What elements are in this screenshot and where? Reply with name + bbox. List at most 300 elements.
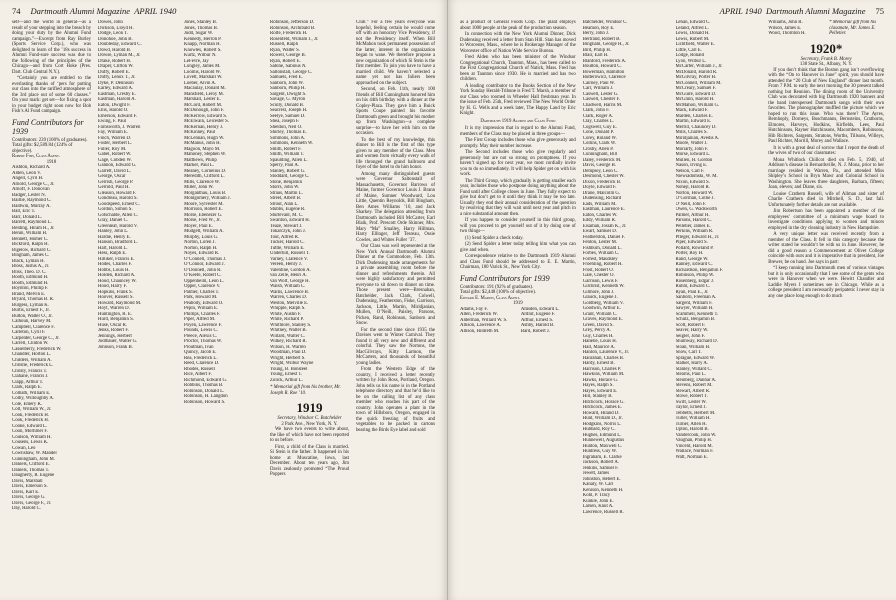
contributor-name: LeFevre, Jay — [184, 58, 209, 64]
contributor-name: Meredith, Clifford L. — [184, 174, 225, 179]
contributor-name: Robbins, Thomas B. — [184, 383, 224, 388]
contributor-name: Norton, Howard W. — [675, 190, 714, 196]
contributor-name: McConnell, William M. — [675, 80, 722, 86]
contributor-name: Loomis, Harold W. — [184, 69, 221, 75]
contributor-name: Caswell, Lester G. — [582, 91, 619, 97]
contributor-name: Carpenter, George C., Jr. — [12, 335, 60, 341]
contributor-name: Schulz, Benjamin B. — [675, 317, 716, 322]
contributor-name: Forrest, Maudsley — [582, 256, 618, 262]
contributor-name: Black, Lyman H. — [12, 258, 45, 264]
contributor-name: Mills, Charles S. — [675, 130, 708, 135]
left-page-number: 74 — [12, 6, 21, 16]
contributor-name: Smith, William T. — [270, 152, 305, 157]
contributor-name: Burgess, Lyman K. — [12, 302, 49, 308]
contributor-name: McManus, John H. — [184, 141, 221, 146]
contributor-name: Coulson, William H. — [12, 434, 52, 440]
secretary-line: Secretary, Frank B. Morey — [800, 56, 852, 62]
contributor-list — [460, 307, 515, 335]
contributor-name: Colby, Willoughby A. — [12, 396, 55, 401]
fund-agent: Robert Fish, Class Agent. — [12, 154, 61, 159]
contributor-name: Proutman, Ivan — [184, 344, 214, 350]
contributor-name: Farnsworth, J. Warren — [98, 124, 141, 130]
contributor-name: Piper, Alfred M. — [184, 317, 216, 322]
contributor-name: Williams, John R. — [768, 20, 803, 25]
contributor-name: Hodgkins, Norris L. — [582, 421, 622, 427]
contributor-name: Hanelle, Louis H. — [582, 339, 617, 344]
contributor-name: Moriarty, John F. — [675, 146, 709, 152]
contributor-name: Fuller, Roy M. — [98, 146, 127, 152]
contributor-name: Ewing, F. Paul — [98, 119, 127, 124]
contributor-name: Coon, Mortimer F. — [12, 429, 48, 434]
contributor-name: Ruhm, Edward C. — [675, 284, 711, 289]
contributor-name: Hanson, Bradford L. — [98, 240, 138, 245]
contributor-name: Brand, Melvin E. — [12, 291, 46, 297]
contributor-list — [583, 20, 669, 515]
contributor-name: Christy, Francis T. — [12, 368, 48, 374]
contributor-name: Cunningham, John M. — [12, 456, 55, 462]
contributor-name: Hayes, Edward E. — [582, 388, 618, 394]
contributor-name: Holden, Richard A. — [98, 273, 136, 278]
contributor-name: McGlinn, Harold H. — [675, 97, 715, 102]
contributor-name: Samuels, Fred E. — [270, 75, 303, 80]
article-text: Among many distinguished guests were Governor Saltonstall of Massachusetts, Governor Barrows of Maine, former Governor Louis J. Brann of Maine, Sumner Woodward, Lou Little, Quentin Reynolds, Bill Bingham, Ben Ames Williams ’10, and Jack Sharkey. The delegation attending from Dartmouth included Bill McCarter, Earl Blaik, Prof. Prescott Orde Skinner, Mrs. Mary “Ma” Smalley, Harry Hillman, Harry Ellinger, Jeff Tesreau, Ossie Cowles, and Whites Fuller ’37. — [356, 171, 435, 243]
contributor-name: Davis, George G. — [12, 495, 46, 500]
contributor-name: Alderman, Willard W. S. — [460, 317, 508, 323]
contributor-name: Tokarczyk, John J. — [270, 229, 306, 234]
contributor-name: Robinson, Archibald B. — [270, 25, 316, 31]
contributor-name: Stalker, Harry A. — [675, 361, 709, 366]
contributor-name: Cook, Frederick H. — [12, 412, 50, 418]
contributor-name: Badger, Lester N. — [12, 192, 46, 198]
left-page-header — [12, 6, 435, 16]
contributor-name: Day, Harold C. — [12, 506, 41, 511]
contributor-name: McDonald, Harold R. — [675, 69, 718, 75]
contributor-name: Pepin, William E. — [184, 306, 219, 311]
contributor-name: Booth, Edmund H. — [12, 275, 49, 280]
contributor-name: McKerrow, Edward S. — [184, 113, 228, 119]
contributor-name: Draper, Clifton W. — [98, 64, 134, 69]
contributor-name: White, Austin F. — [270, 311, 302, 317]
contributor-name: Young, B. Bonsteel — [270, 366, 308, 372]
contributor-name: Scammell, Kenneth T. — [675, 311, 719, 317]
contributor-name: Kennedy, Herron P. — [184, 36, 222, 42]
contributor-name: Larsen, Knut A. — [582, 504, 614, 509]
contributor-name: Judd, Sugar W. — [184, 31, 214, 36]
contributor-name: Teaze, Stewart J. — [270, 223, 303, 229]
contributor-name: Casselberry, Frederick W. — [12, 346, 62, 352]
fund-year: 1918 — [46, 159, 57, 165]
contributor-name: Baldwin, Murray A. — [12, 203, 51, 209]
contributor-name: Kohl, P. Tracy — [582, 493, 611, 498]
contributor-name: Nixon, Edward S. — [675, 179, 710, 185]
contributor-name: Wright, Herbert S. — [270, 355, 306, 361]
contributor-name: Weston, Melville E. — [270, 300, 309, 306]
contributor-name: Hilliker, Francis E. — [98, 256, 135, 262]
contributor-name: Grey, Percy A. — [582, 328, 611, 333]
contributor-name: Gale, Chester O. — [582, 273, 615, 278]
contributor-name: Bowerman, Hamilton — [582, 69, 625, 75]
contributor-name: Aishton, Richard A. — [12, 165, 51, 170]
contributor-name: Murphy, Louis G. — [184, 234, 219, 240]
contributor-name: Oppenheim, Leon L. — [184, 278, 224, 284]
contributor-name: Rowell, George B. — [270, 53, 306, 58]
contributor-name: Desmond, Chester W. — [582, 174, 625, 179]
contributor-name: Bertrand, Robert B. — [582, 36, 621, 42]
contributor-name: Smith, Robert F. — [270, 146, 302, 152]
contributor-name: Stoddard, George C. — [270, 174, 310, 179]
contributor-name: Swanton, Edward H. — [270, 218, 310, 223]
contributor-name: McDonough, John F. — [184, 108, 225, 113]
contributor-name: Poyen, Lawrence F. — [184, 322, 222, 328]
contributor-name: O’Gorman, Collie J. — [675, 196, 715, 201]
contributor-name: Longley, James M. — [184, 64, 221, 69]
contributor-name: O’Neill, John F. — [675, 201, 707, 207]
contributor-name: Richmond, Edward G. — [184, 377, 228, 383]
contributor-name: Sloan, William H. — [675, 344, 711, 350]
contributor-name: Eisaman, Josiah K., Jr. — [582, 223, 627, 229]
contributor-name: McKinney, Paul — [184, 130, 216, 135]
contributor-name: Cooke, Edward L. — [12, 423, 48, 429]
contributor-name: Cowlishaw, W. Mandel — [12, 451, 57, 456]
contributor-name: Morganthau, Louis B. — [184, 190, 227, 196]
contributor-name: Eastman, Harold A. — [98, 97, 136, 102]
contributor-name: Proctor, Thomas W. — [184, 339, 223, 344]
contributor-name: Macaulay, Donald M. — [184, 86, 226, 91]
contributor-name: Spaulding, Allen L. — [270, 157, 308, 163]
contributor-name: Stubbs, Eugene R. — [270, 207, 306, 212]
contributor-name: Rea, Frederick L. — [184, 355, 218, 361]
contributor-name: Dudensing, Richard — [582, 196, 622, 201]
contributor-name: Street, Albert B. — [270, 196, 302, 201]
contributor-name: Tuller, William H. — [675, 416, 711, 421]
contributor-name: Noyes, Edward R. — [184, 251, 220, 256]
contributor-name: Robinson, Donald L. — [184, 388, 225, 394]
article-text: self—and the world in general—as a result of your stepping into the breach by doing your duty by the Alumni Fund campaign.”—Excerpt from Ray Burley (Sports Service Corp.), who was delighted to learn of the ’18s success in Alumni Fund-sure success was due to the following of the principles of the Chicago—and from Cort Hoke (Pres. Dart. Club Central N.Y.). — [12, 20, 91, 75]
contributor-name: Whitney, Walter B. — [270, 328, 307, 333]
contributor-name: Nelson, Carl F. — [675, 168, 705, 174]
contributor-list — [184, 20, 263, 405]
contributor-name: Belding, Hiram H., Jr. — [12, 225, 55, 231]
contributor-name: Dodge, Leon T. — [98, 31, 128, 36]
fund-contributors: Contributors: 239 (100% of graduates). — [12, 137, 88, 143]
contributor-name: Pelletier, James E. — [675, 223, 711, 229]
contributor-name: Seigler, John F. — [675, 333, 706, 339]
contributor-name: Green, David S. — [582, 322, 614, 328]
contributor-name: Knapp, Norman H. — [184, 42, 221, 47]
contributor-name: Mack, Edward F. — [675, 108, 709, 113]
contributor-name: Hubbard, Roy C. — [582, 427, 616, 432]
contributor-name: Sawyer, William H. — [675, 306, 714, 311]
contributor-name: Grant, William C. — [582, 311, 618, 317]
contributor-name: Stanley, Willard C. — [675, 366, 712, 372]
contributor-name: Arnold, George C., Jr. — [12, 181, 55, 187]
article-text: The Third Group, which gradually is getting smaller each year, includes those who postpone doing anything about the Fund until after College closes in June. They fully expect to give but don’t get to it until they think it may be too late. Usually they end their annual consideration of the question by resolving that they will wait until next year and pitch in a nice substantial amount then. — [460, 178, 576, 217]
contributor-name: Dempsey, Leon C. — [582, 168, 619, 174]
left-issue: APRIL 1940 — [134, 6, 177, 16]
contributor-name: Duffy, Robert E. — [98, 69, 130, 75]
contributor-name: Shea, Joseph F. — [270, 119, 300, 124]
contributor-name: Sanborn, Freeman A. — [675, 295, 717, 300]
contributor-name: Daley, Frederick M. — [582, 157, 622, 163]
contributor-name: Carr, William J. — [582, 86, 614, 91]
article-text: (2) Send Spider a letter today telling him what you can give and when. — [460, 242, 576, 253]
article-text: For the second time since 1935 the Davises went to Winter Carnival. They found it all very new and different and colorful. They saw the Nortons, the MacGilvrays, Kitty Larmon, the McCarters, and thousands of beautiful young ladies. — [356, 327, 435, 366]
contributor-list — [98, 20, 177, 350]
contributor-name: Lovett, Marshall W. — [184, 75, 223, 80]
contributor-name: White, Richard P. — [270, 317, 304, 322]
contributor-name: Kanaly, W. Carl — [582, 482, 614, 487]
contributor-name: Stone, Benjamin — [270, 179, 302, 185]
contributor-name: Tucker, Harold C. — [270, 240, 305, 245]
contributor-name: Hitchcock, Horace G. — [582, 399, 625, 405]
contributor-name: Garrison, Lewis F. — [582, 278, 619, 284]
contributor-name: Simmons, Kenneth W. — [270, 141, 314, 146]
contributor-name: O’Connor, Edward J. — [184, 262, 225, 267]
contributor-name: Ardluf, Eugene F. — [520, 312, 556, 317]
contributor-name: Richardson, Benjamin F. — [675, 267, 724, 273]
memorial-note: * Memorial gift from his brother, Mr. Joseph R. Roe ’10. — [270, 385, 341, 396]
contributor-name: Stearns, Paul L. — [675, 372, 706, 377]
contributor-name: Batchelder, Windsor C. — [582, 20, 628, 25]
contributor-name: Wood, Thornton H. — [768, 31, 806, 36]
contributor-name: Hanlon, Laurence V., Jr. — [582, 350, 630, 355]
contributor-name: Sperry, Paul A. — [270, 163, 300, 168]
contributor-name: Bard, Robert J. — [520, 328, 550, 334]
contributor-name: Fishburn, Donald L. — [582, 245, 622, 251]
contributor-name: Montgomery, William J. — [184, 196, 231, 201]
contributor-name: Taylor, Ernest J. — [675, 405, 707, 410]
contributor-name: Finch, Warren D. — [98, 135, 132, 141]
contributor-name: Whitmore, Stanley S. — [270, 322, 312, 328]
contributor-name: Dowes, John — [98, 20, 123, 25]
contributor-name: Ingraham, E. Clarke — [582, 454, 622, 460]
contributor-name: Simmons, John A. — [270, 135, 306, 141]
fund-title: Fund Contributors for 1939 — [12, 117, 84, 136]
contributor-name: Rosenfeld, William J., Jr. — [270, 36, 319, 42]
left-col-4 — [270, 20, 349, 600]
contributor-name: Chandler, Horton L. — [12, 352, 51, 357]
contributor-name: Piper, Edward S. — [675, 240, 708, 245]
contributor-name: Eaton, Dwight F. — [98, 102, 131, 108]
contributor-name: Walsh, William C. — [270, 284, 306, 289]
contributor-name: Dyke, P. Dennison — [98, 80, 134, 86]
contributor-name: George, Oscar — [98, 174, 126, 179]
contributor-name: Hawks, Horace G. — [582, 377, 619, 383]
contributor-name: Sabine, Sabinus N. — [270, 64, 307, 69]
contributor-name: Mudgett, William A. — [184, 229, 224, 234]
left-col-3 — [184, 20, 263, 600]
contributor-name: Davis, Marshall — [12, 478, 43, 484]
contributor-name: Matthews, Philip — [184, 157, 217, 163]
contributor-name: Foster, Herbert L. — [98, 141, 133, 146]
contributor-name: Lewis, Donald H. — [675, 31, 710, 36]
contributor-name: Hess, Ralph E. — [98, 251, 127, 256]
contributor-name: Shumway, Richard D. — [675, 339, 718, 344]
contributor-name: Gilmore, John J. — [582, 289, 615, 295]
contributor-name: Jones, Stanley B. — [184, 20, 218, 25]
contributor-name: Young, Ernest T. — [270, 372, 303, 377]
contributor-name: Doyle, Edward F. — [582, 185, 617, 190]
contributor-name: Benin, William H. — [12, 231, 48, 236]
contributor-name: Wallace, Norman F. — [675, 449, 714, 454]
contributor-name: Morse, Fred W., Jr. — [184, 218, 221, 223]
contributor-name: Johnston, Hebert E. — [582, 476, 621, 482]
contributor-name: Vaughan, Philip H. — [675, 438, 713, 443]
contributor-name: Zolick, Arthur L. — [270, 377, 303, 383]
contributor-name: Hanrahan, Charles B. — [582, 355, 625, 361]
contributor-name: Gotschalde, Allen C. — [98, 212, 138, 218]
fund-total: Total gifts: $2,589.84 (124% of objective). — [12, 143, 73, 154]
contributor-name: Greenleaf, Harold V. — [98, 223, 138, 229]
contributor-name: Emerson, Edward F. — [98, 113, 138, 119]
contributor-name: Ewart, Samuel D. — [582, 229, 617, 234]
contributor-name: O’Donnell, John R. — [184, 267, 222, 273]
contributor-name: Morrison, Robert E. — [184, 207, 223, 212]
secretary-line: Secretary, Windsor C. Batchelder — [277, 416, 342, 421]
article-text: Club.” For a few years everyone was hopeful, feeling certain he would come off with an honorary Vice Presidency, if not the Presidency itself. When Bill McMahon took permanent possession of the latter, interest in the organization began to wane. We therefore propose a new organization of which Si Stein is the first member. To join you have to have a married child. We haven’t selected a name yet nor has Inliers been approached on the subject. — [356, 20, 435, 86]
contributor-name: McKernan, Henry J. — [184, 124, 224, 130]
contributor-name: Hart, Harold L. — [98, 245, 128, 251]
contributor-name: Sheldon, Neil O. — [270, 124, 303, 130]
contributor-name: Hunton, Maxwell C. — [582, 443, 623, 449]
contributor-name: Niewiadomski, W. M. — [675, 174, 718, 179]
article-text: Louise Crathern Russell, wife of Allman and sister of Charlie Crathern died in Mitchell, S. D., last fall. Unfortunately further details are not available. — [768, 191, 884, 208]
contributor-name: Wilkey, Richard R. — [270, 339, 307, 344]
contributor-name: Reed, Clarence D. — [184, 361, 220, 366]
contributor-name: Sargent, William F. — [675, 300, 713, 306]
contributor-name: Hunt, William D., Jr. — [582, 416, 623, 421]
contributor-name: Burtis, Ernest F., Jr. — [12, 308, 50, 313]
contributor-name: Mills, Clarence W. — [184, 179, 220, 185]
secretary-address: 2 Park Ave., New York, N. Y. — [281, 421, 338, 427]
contributor-name: Eastman, Laurence E. — [582, 207, 625, 212]
contributor-name: Hardie, Henry E. — [98, 234, 131, 240]
right-page-header — [460, 6, 884, 16]
contributor-name: Caswell, Chester F. — [582, 97, 620, 102]
contributor-name: Saltonstall, George C. — [270, 69, 313, 75]
contributor-name: Valentine, Gordon A. — [270, 267, 311, 273]
contributor-name: Cook, Frederick H. — [12, 418, 50, 423]
contributor-name: Meaney, Cornelius D. — [184, 168, 227, 174]
contributor-name: Eastman, Cresby E. — [98, 91, 136, 97]
article-text: From the Western Edge of the country, I received a letter recently written by John Ross, Portland, Oregon. John tells us his name is in the Portland telephone directory and that he’d like to be on the calling list of any class member who reaches his part of the country. John operates a plant in the town of Hillsboro, Oregon, engaged in the quick freezing of fruits and vegetables to be packed in cartons bearing the Birds Eye label and sold — [356, 367, 435, 433]
contributor-name: Arthur, Ernest S. — [520, 317, 554, 323]
contributor-name: Wright, Wilbur Wayne — [270, 361, 314, 366]
article-text: The Second includes those who give regularly and generously but are not so strong on promptness. If you haven’t signed up for next year, we most cordially invite you to do so immediately. It will help Spider get on with his work. — [460, 150, 576, 177]
contributor-name: Vincent, Harold M. — [675, 443, 713, 449]
contributor-name: Sargent, Dwight S. — [270, 91, 307, 97]
contributor-name: Chadwell, Harris M. — [582, 102, 623, 108]
contributor-name: Bird, Philip H. — [582, 47, 612, 53]
contributor-name: Straus, Martin L. — [270, 190, 303, 196]
contributor-name: Park, Howard M. — [184, 295, 218, 300]
contributor-name: Gilchrist, Kenneth W. — [582, 284, 625, 289]
article-text: Correspondence relative to the Dartmouth 1919 Alumni and Class Fund should be addressed to E. E. Martin, Chairman, 180 Varick St., New York City. — [460, 254, 576, 270]
fund-agent: Edward E. Martin, Class Agent. — [460, 295, 521, 301]
contributor-name: Frost, Robert O. — [582, 267, 614, 273]
contributor-name: Guy, Charles H. — [582, 333, 614, 339]
contributor-name: Gabel, Robert W. — [98, 152, 132, 157]
article-text: If you don’t think that the Boston gang isn’t overflowing with the “On to Hanover in June” spirit, you should have attended the “20 Club of New England” dinner last month. From 7 P.M. to early the next morning the 30 present talked nothing but Reunion. The dining room of the University Club was decorated with big Dartmouth 1920 banners and the band interspersed Dartmouth songs with their own favorites. The phonographer muffled the picture which we hoped to run this issue. Who was there? The Ayres, Bernhoply, Dorneys, Buschmanns, Bernsteins, Crathorns, Elmores, Harveys, Hodkins, Kirfields, Lees, Paul Hutchinsons, Rayner Hutchinsons, Macombers, Robinsons, Hib Richters, Sargents, Stratons, Worths, Tillsons, Willeys, Paul Richter, Morrill, Morey and Wallace. — [768, 67, 884, 144]
article-text: A very unique letter was received recently from a member of the Class. It fell in this category because the writer stated he wouldn’t be with us in June. However, he did a good reason a Commencement at Olivet College coincide with ours and it is imperative that in president, Joe Brewer, be on hand. Joe says in part: — [768, 232, 884, 265]
contributor-name: Ryan, Robert E. — [270, 58, 301, 64]
contributor-name: Sanborn, John W. — [270, 80, 304, 86]
contributor-name: Cairney, Paul W. — [582, 80, 615, 86]
left-magazine-title: Dartmouth Alumni Magazine APRIL 1940 — [30, 6, 177, 16]
contributor-name: Eaton, Charles W. — [582, 212, 618, 218]
contributor-name: Opper, Clarence V. — [184, 284, 221, 289]
right-col-1 — [460, 20, 576, 600]
contributor-name: Collins, Clark W. — [582, 141, 617, 146]
contributor-list — [521, 307, 576, 335]
contributor-name: Bickford, Ralph H. — [12, 242, 49, 247]
contributor-name: Vereen, Henry J. — [270, 262, 302, 267]
campaign-title: Dartmouth 1919 Alumni and Class Fund — [480, 118, 556, 124]
contributor-name: Fenton, Lester M. — [582, 240, 618, 245]
contributor-name: Cogswell, Guy E. — [582, 124, 617, 130]
contributor-name: Howard, Hiland D. — [582, 410, 620, 416]
article-text: A leading contributor to the Books Section of the New York Sunday Herald-Tribune is Fred T. Marsh, a member of our Class who roomed in Wheeler Hall freshman year. In the issue of Feb. 25th, Fred reviewed The New World Order by H. G. Wells and a week later, The Happy Land by Eric Knight. — [460, 83, 576, 116]
right-magazine-title: APRIL 1940 Dartmouth Alumni Magazine — [719, 6, 866, 16]
contributor-name: Lodge, Ronald — [675, 53, 705, 58]
contributor-name: Varney, Clarence V. — [270, 256, 308, 262]
contributor-name: O’Keefe, Robert C. — [184, 273, 222, 278]
contributor-name: Marden, Charles E. — [675, 113, 713, 119]
contributor-name: Davis, Karl E. — [12, 489, 40, 495]
contributor-name: Mansfield, Leroy M. — [184, 91, 224, 97]
class-year-heading: 1919 — [296, 400, 323, 415]
contributor-name: Eads, William M. — [582, 201, 617, 207]
contributor-name: Miridjanian, Avedis A. — [675, 135, 720, 141]
right-page-number: 75 — [875, 6, 884, 16]
contributor-name: Christie, Frederick L. — [12, 363, 54, 368]
contributor-name: Daniels, Thomas T. — [12, 467, 50, 473]
contributor-name: Blair, Earl H. — [582, 53, 609, 58]
contributor-name: Hoyt, Warren D. — [98, 306, 130, 311]
contributor-name: Robinson, Jefferson D. — [270, 20, 315, 25]
contributor-name: Bryant, Thomas B. R. — [12, 297, 55, 302]
contributor-name: Hughes, Edmund L. — [582, 432, 622, 438]
contributor-name: Jennings, Herbert — [98, 333, 132, 339]
contributor-name: Carrell, Clinton W. — [12, 341, 49, 346]
contributor-name: Gage, Cobden W. — [98, 157, 132, 163]
contributor-name: Sturtevant, M. C. — [270, 212, 304, 218]
contributor-name: Leland, Alfred L. — [675, 25, 709, 31]
right-col-2 — [583, 20, 669, 600]
left-col-5 — [356, 20, 435, 600]
contributor-name: Rosenberg, Edgar J. — [675, 278, 715, 284]
contributor-name: Gondreau, Harold S. — [98, 196, 138, 201]
contributor-name: Pollard, Rowland P. — [675, 245, 714, 251]
contributor-name: Ellis, Harold O. — [98, 108, 129, 113]
contributor-name: Storrs, John W. — [270, 185, 300, 190]
contributor-name: Drane, Malcolm G. — [582, 190, 621, 196]
contributor-name: Tuttle, William E. — [270, 245, 305, 251]
contributor-name: Nason, Irving E. — [675, 163, 708, 168]
contributor-name: Stevens, Robert M. — [675, 383, 713, 388]
contributor-name: Duffy, Lenox T., Jr. — [98, 75, 136, 80]
right-col-4 — [768, 20, 884, 600]
contributor-name: Little, Carl E. — [675, 47, 702, 53]
contributor-name: McCreary, Samuel F. — [675, 86, 717, 91]
contributor-name: Owen, G. Wadsworth — [675, 207, 717, 212]
contributor-name: Gannon, Edward G. — [98, 163, 137, 168]
article-text: “Certainly you are entitled to the everlasting thanks of ‘pers for putting our class into the rarified atmosphere of the 3rd place out of some 60 classes.” On your mark: get set—for fixing a spot in your budget right soon now for Bob Fish’s Al Fund campaign. — [12, 76, 91, 114]
article-text: Jim Robertson has been appointed a member of the employees’ committee of a minimum wage board to investigate conditions applying to women and minors employed in the dry cleaning industry in New Hampshire. — [768, 209, 884, 231]
contributor-name: Palmer, Arthur H. — [675, 212, 710, 218]
contributor-name: Dixon, Frederick B. — [582, 179, 622, 185]
contributor-name: Boulton, Howard C. — [582, 64, 622, 69]
